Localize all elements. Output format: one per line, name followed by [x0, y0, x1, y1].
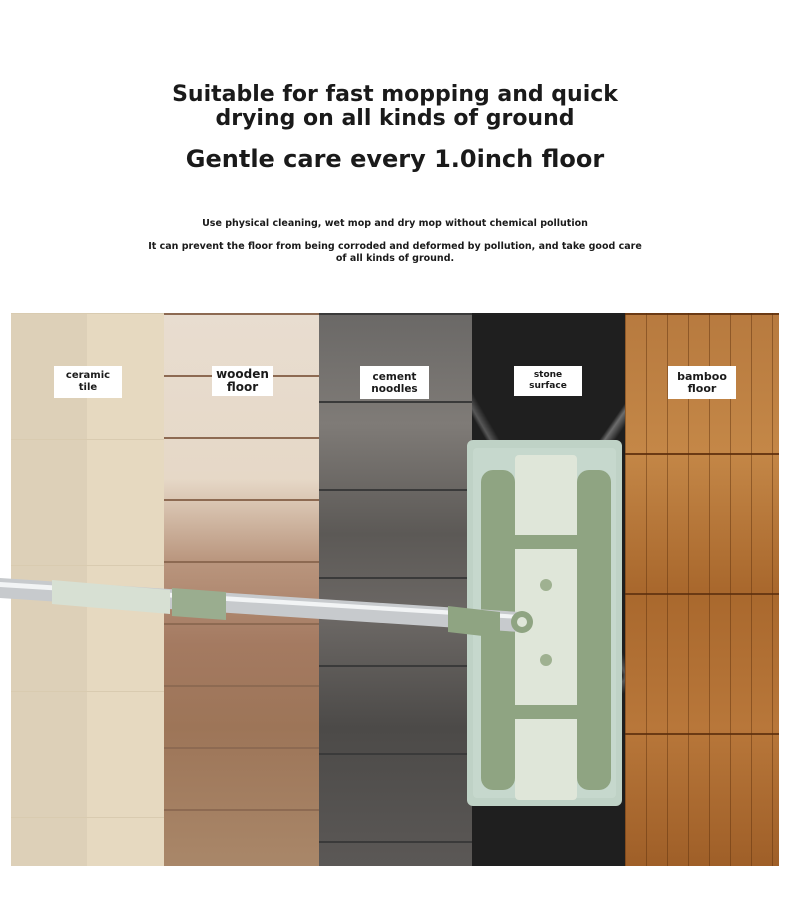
headline-line-1: Suitable for fast mopping and quick	[172, 82, 618, 107]
floor-label-ceramic-tile: ceramic tile	[54, 366, 122, 398]
description-line-1: Use physical cleaning, wet mop and dry mop without chemical pollution	[202, 218, 588, 229]
floor-panel-wooden-floor	[164, 313, 319, 866]
floor-panel-ceramic-tile	[11, 313, 164, 866]
floor-panel-bamboo-floor	[625, 313, 779, 866]
floor-label-cement: cement noodles	[360, 366, 429, 399]
description-line-3: of all kinds of ground.	[335, 253, 455, 264]
headline-line-2: drying on all kinds of ground	[215, 106, 575, 131]
headline-subtitle: Gentle care every 1.0inch floor	[185, 145, 605, 173]
floor-label-wooden-floor: wooden floor	[212, 366, 273, 396]
floor-panel-stone-surface	[472, 313, 625, 866]
floor-label-bamboo-floor: bamboo floor	[668, 366, 736, 399]
floor-showcase	[11, 313, 779, 866]
floor-panel-cement	[319, 313, 472, 866]
floor-label-stone-surface: stone surface	[514, 366, 582, 396]
description-line-2: It can prevent the floor from being corroded and deformed by pollution, and take good care	[148, 241, 642, 252]
